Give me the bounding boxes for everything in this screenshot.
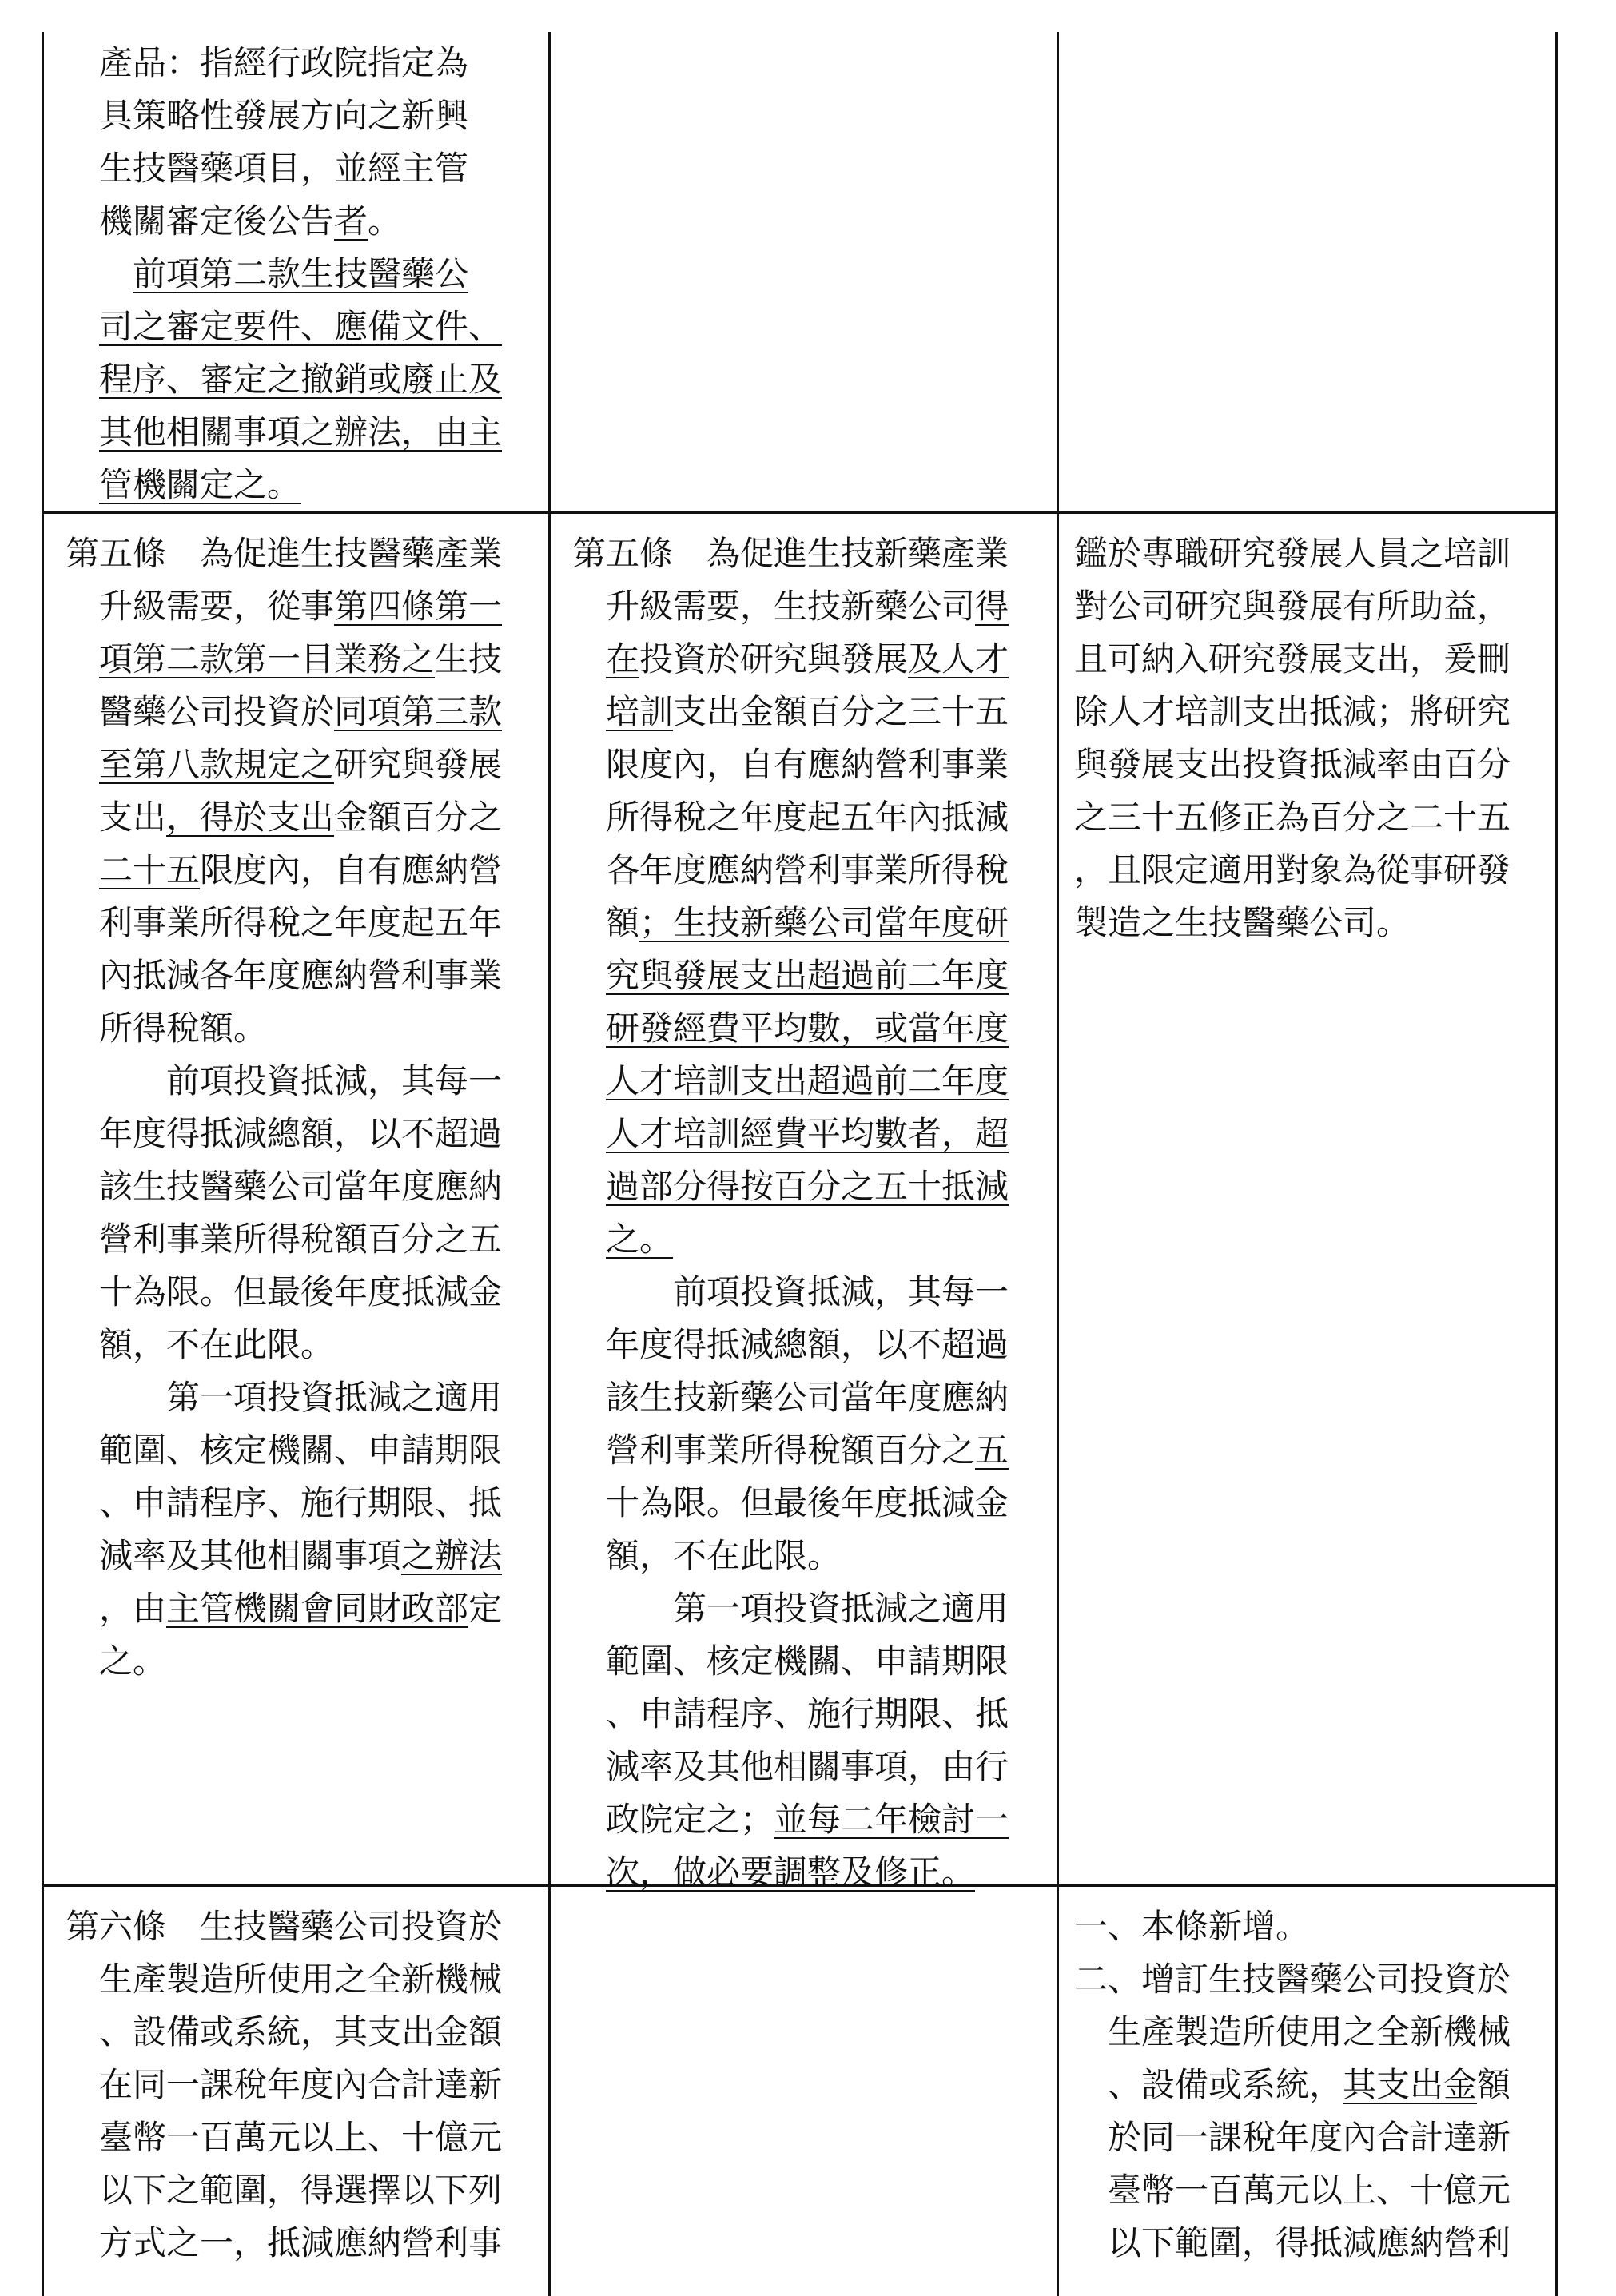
row1-paragraph-1: 產品：指經行政院指定為 具策略性發展方向之新興 生技醫藥項目，並經主管 機關審定後公告者。 xyxy=(99,43,469,241)
article-5-current-para-3: 第一項投資抵減之適用 範圍、核定機關、申請期限 、申請程序、施行期限、抵 減率及其他相關事項，由行 政院定之；並每二年檢討一 次，做必要調整及修正。 xyxy=(606,1589,1009,1892)
article-label: 第五條 xyxy=(572,534,674,573)
article-5-current: 第五條 為促進生技新藥產業 升級需要，生技新藥公司得 在投資於研究與發展及人才 培訓支出金額百分之三十五 限度內，自有應納營利事業 所得稅之年度起五年內抵減 各年度應納營利事業所得稅 額；生技新藥公司當年度研 究與發展支出超過前二年度 研發經費平均數，或當年度 人才培訓支出超過前二年度 人才培訓經費平均數者，超 過部分得按百分之五十抵減 之。 xyxy=(572,534,1009,1259)
table-border-left xyxy=(42,32,44,2296)
row-divider-1 xyxy=(42,511,1557,514)
article-6-amended: 第六條 生技醫藥公司投資於 生產製造所使用之全新機械 、設備或系統，其支出金額 在同一課稅年度內合計達新 臺幣一百萬元以上、十億元 以下之範圍，得選擇以下列 方式之一，抵減應納營利事 xyxy=(66,1907,503,2262)
row2-col2-cell xyxy=(572,527,1052,1899)
article-5-current-para-2: 前項投資抵減，其每一 年度得抵減總額，以不超過 該生技新藥公司當年度應納 營利事業所得稅額百分之五 十為限。但最後年度抵減金 額，不在此限。 xyxy=(606,1272,1009,1575)
table-divider-1 xyxy=(548,32,551,2296)
row1-paragraph-2: 前項第二款生技醫藥公 司之審定要件、應備文件、 程序、審定之撤銷或廢止及 其他相關事項之辦法，由主 管機關定之。 xyxy=(99,254,503,504)
row3-col3-cell xyxy=(1074,1900,1554,2270)
row2-col3-cell xyxy=(1074,527,1554,949)
explanation-item-1: 一、本條新增。 xyxy=(1074,1907,1310,1946)
explanation-item-2: 二、增訂生技醫藥公司投資於 生產製造所使用之全新機械 、設備或系統，其支出金額 於同一課稅年度內合計達新 臺幣一百萬元以上、十億元 以下範圍，得抵減應納營利 xyxy=(1074,1960,1511,2262)
table-divider-2 xyxy=(1057,32,1059,2296)
article-5-amended-para-3: 第一項投資抵減之適用 範圍、核定機關、申請期限 、申請程序、施行期限、抵 減率及其他相關事項之辦法 ，由主管機關會同財政部定 之。 xyxy=(99,1378,503,1681)
article-label: 第五條 xyxy=(66,534,167,573)
row2-col1-cell xyxy=(66,527,545,1688)
explanation-article-5: 鑑於專職研究發展人員之培訓 對公司研究與發展有所助益， 且可納入研究發展支出，爰刪 除人才培訓支出抵減；將研究 與發展支出投資抵減率由百分 之三十五修正為百分之二十五 ，且限定適用對象為從事研發 製造之生技醫藥公司。 xyxy=(1074,534,1511,942)
article-label: 第六條 xyxy=(66,1907,167,1946)
article-5-amended-para-2: 前項投資抵減，其每一 年度得抵減總額，以不超過 該生技醫藥公司當年度應納 營利事業所得稅額百分之五 十為限。但最後年度抵減金 額，不在此限。 xyxy=(99,1061,503,1364)
row3-col1-cell xyxy=(66,1900,545,2270)
article-5-amended: 第五條 為促進生技醫藥產業 升級需要，從事第四條第一 項第二款第一目業務之生技 醫藥公司投資於同項第三款 至第八款規定之研究與發展 支出，得於支出金額百分之 二十五限度內，自有應納營 利事業所得稅之年度起五年 內抵減各年度應納營利事業 所得稅額。 xyxy=(66,534,503,1048)
table-border-right xyxy=(1555,32,1558,2296)
row1-col1-cell xyxy=(66,37,537,511)
